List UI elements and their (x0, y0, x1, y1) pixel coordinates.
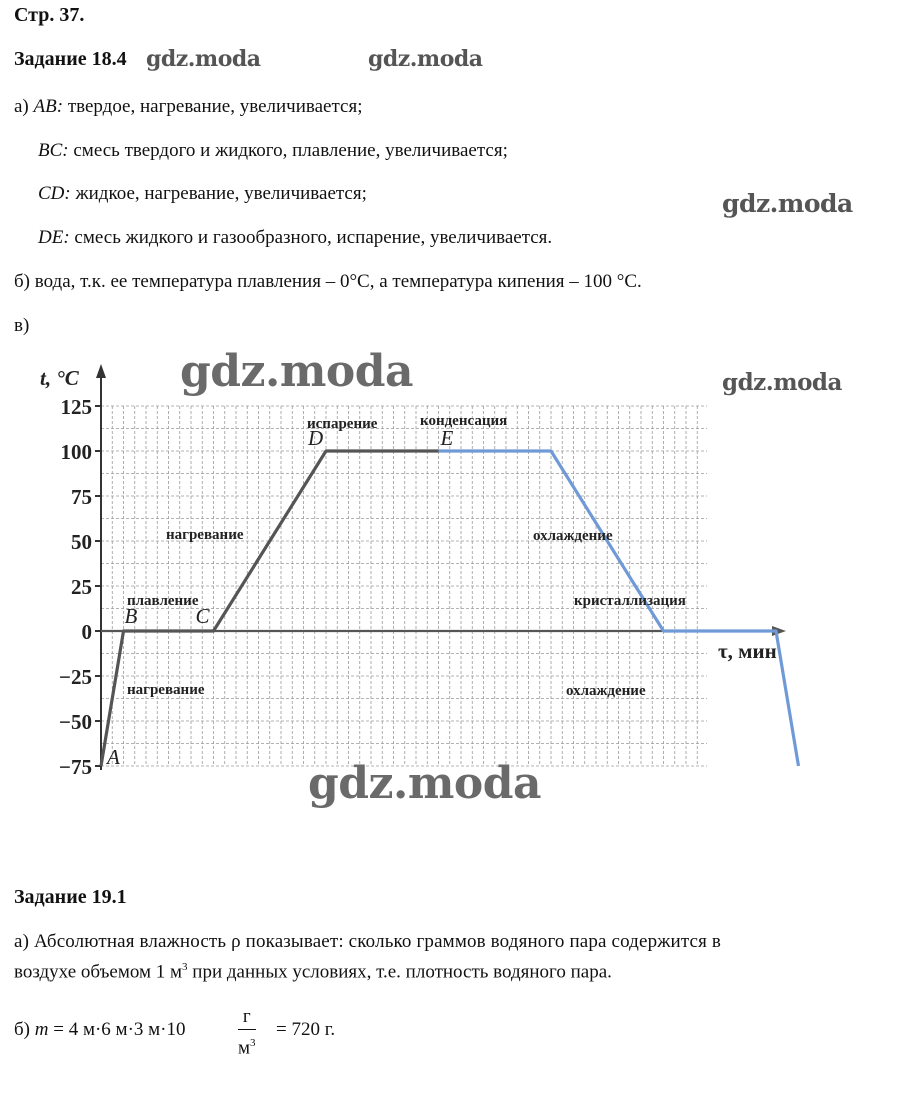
answer-marker: а) (14, 931, 30, 952)
segment-description: жидкое, нагревание, увеличивается; (75, 183, 367, 204)
fraction-numerator: г (238, 1005, 256, 1030)
segment-description: смесь твердого и жидкого, плавление, увеличивается; (73, 140, 508, 161)
fraction-denominator (238, 1030, 256, 1061)
answer-v-marker: в) (14, 315, 30, 336)
segment-description: смесь жидкого и газообразного, испарение, увеличивается. (74, 227, 553, 248)
y-tick-label: −50 (59, 710, 92, 734)
answer-b-text: вода, т.к. ее температура плавления – 0°C, а температура кипения – 100 °C. (34, 271, 642, 292)
chart-annotation: конденсация (420, 413, 508, 429)
y-tick-label: −75 (59, 755, 92, 779)
y-tick-label: 125 (60, 395, 92, 419)
point-label: D (308, 426, 324, 450)
y-axis-arrow (96, 364, 106, 378)
exponent: 3 (250, 1037, 256, 1049)
point-label: C (195, 604, 210, 628)
formula-expression: = 4 м·6 м·3 м·10 (48, 1019, 186, 1040)
x-axis-label: τ, мин (718, 639, 777, 663)
point-label: A (107, 745, 120, 769)
chart-grid (101, 406, 707, 766)
answer-marker: б) (14, 271, 30, 292)
watermark: gdz.moda (722, 369, 842, 396)
chart-annotation: испарение (307, 416, 378, 432)
y-axis-label: t, °C (40, 366, 79, 390)
watermark: gdz.moda (146, 46, 261, 72)
answer-a-text-post: при данных условиях, т.е. плотность водяного пара. (187, 961, 612, 983)
watermark: gdz.moda (180, 346, 414, 397)
segment-label: DE: (38, 227, 70, 248)
y-tick-label: 50 (71, 530, 92, 554)
answer-marker: а) (14, 96, 29, 117)
denominator-unit: м (238, 1037, 251, 1059)
answer-a-text-pre: воздухе объемом 1 м (14, 961, 183, 983)
segment-label: CD: (38, 183, 71, 204)
chart-annotation: охлаждение (566, 683, 646, 699)
y-tick-label: 100 (60, 440, 92, 464)
exponent: 3 (182, 961, 188, 973)
point-label: E (440, 426, 454, 450)
answer-a-text: Абсолютная влажность ρ показывает: сколько граммов водяного пара содержится в (33, 931, 722, 952)
chart-annotation: нагревание (127, 682, 205, 698)
chart-annotation: охлаждение (533, 528, 613, 544)
segment-description: твердое, нагревание, увеличивается; (67, 96, 363, 117)
segment-label: BC: (38, 140, 69, 161)
chart-annotation: кристаллизация (574, 593, 686, 609)
chart-annotation: плавление (127, 593, 199, 609)
watermark: gdz.moda (722, 189, 853, 218)
y-tick-label: 75 (71, 485, 92, 509)
task-18-4-title: Задание 18.4 (14, 48, 127, 70)
page-label: Стр. 37. (14, 4, 85, 26)
answer-a-line2 (14, 961, 612, 983)
point-label: B (124, 604, 138, 628)
chart-annotation: нагревание (166, 527, 244, 543)
watermark: gdz.moda (368, 46, 483, 72)
formula-variable: m (34, 1019, 49, 1040)
y-tick-label: 25 (71, 575, 92, 599)
task-19-1-title: Задание 19.1 (14, 886, 127, 908)
watermark: gdz.moda (308, 758, 542, 809)
unit-fraction (238, 1005, 256, 1061)
segment-label: AB: (33, 96, 64, 117)
y-tick-label: 0 (81, 620, 92, 644)
answer-a-line1 (14, 931, 721, 953)
answer-b-formula (14, 1019, 186, 1041)
y-tick-label: −25 (59, 665, 92, 689)
answer-marker: б) (14, 1019, 30, 1040)
formula-result: = 720 г. (276, 1019, 336, 1040)
chart-labels (40, 366, 777, 779)
